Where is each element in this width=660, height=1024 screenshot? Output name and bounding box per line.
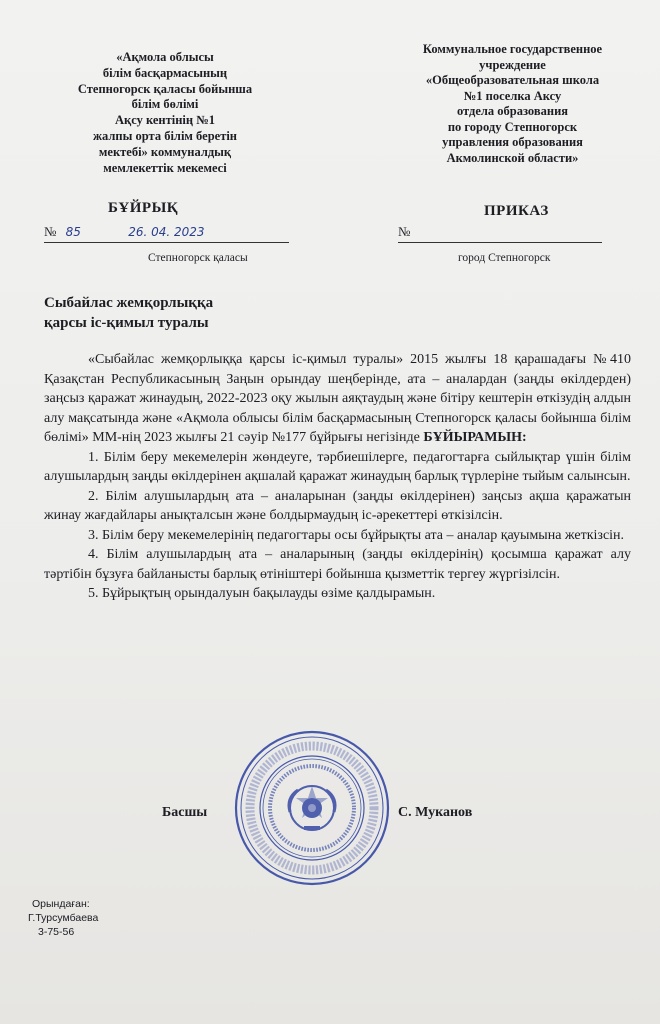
order-number-line-ru bbox=[398, 224, 602, 243]
header-right-line: «Общеобразовательная школа bbox=[425, 73, 600, 87]
header-left-org bbox=[40, 50, 290, 176]
header-right-line: по городу Степногорск bbox=[447, 119, 578, 134]
order-title-ru: ПРИКАЗ bbox=[484, 203, 549, 219]
header-left-line: «Ақмола облысы bbox=[116, 50, 214, 64]
subject-line: қарсы іс-қимыл туралы bbox=[44, 315, 209, 331]
executor-phone: 3-75-56 bbox=[38, 926, 75, 938]
header-right-line: управления образования bbox=[442, 135, 583, 149]
header-left-line: білім басқармасының bbox=[102, 65, 228, 80]
header-right-line: №1 поселка Аксу bbox=[463, 88, 562, 103]
preamble-text: «Сыбайлас жемқорлыққа қарсы іс-қимыл туралы» 2015 жылғы 18 қарашадағы №410 Қазақстан Республикасының Заңын орындау шеңберінде, ата – аналардан (заңды өкілдерден) заңсыз қаражат жинаудың, 2022-2023 оқу жылын аяқтаудың және бітіру кештерін өткізудің алдын алу мақсатында және «Ақмола облысы білім басқармасының Степногорск қаласы бойынша білім бөлімі» ММ-нің 2023 жылғы 21 сәуір №177 бұйрығы негізінде bbox=[44, 352, 631, 445]
order-number-line bbox=[44, 224, 289, 243]
executor-name: Г.Турсумбаева bbox=[28, 912, 99, 924]
header-right-line: отдела образования bbox=[456, 104, 569, 118]
order-item: 3. Білім беру мекемелерінің педагогтары осы бұйрықты ата – аналар қауымына жеткізсін. bbox=[88, 527, 625, 543]
header-left-line: Степногорск қаласы бойынша bbox=[77, 81, 253, 96]
header-left-line: мектебі» коммуналдық bbox=[98, 144, 232, 159]
header-right-line: Коммунальное государственное bbox=[422, 42, 603, 56]
preamble bbox=[44, 350, 631, 448]
order-subject bbox=[44, 293, 213, 333]
header-right-org bbox=[395, 42, 630, 166]
header-left-line: білім бөлімі bbox=[131, 97, 199, 112]
executor-label: Орындаған: bbox=[32, 898, 90, 910]
number-sign-ru: № bbox=[398, 224, 411, 239]
header-right-line: Акмолинской области» bbox=[446, 150, 579, 165]
city-ru: город Степногорск bbox=[458, 252, 551, 264]
header-left-line: мемлекеттік мекемесі bbox=[103, 160, 227, 175]
order-item: 1. Білім беру мекемелерін жөндеуге, тәрбиешілерге, педагогтарға сыйлықтар үшін білім алушылардың заңды өкілдерінен ақшалай қаражат жинаудың барлық түрлеріне тыйым салынсын. bbox=[44, 449, 631, 484]
signature-title: Басшы bbox=[162, 805, 208, 820]
executor-info bbox=[28, 897, 98, 939]
header-left-line: Ақсу кентінің №1 bbox=[114, 113, 216, 128]
order-number: 85 bbox=[65, 225, 81, 239]
order-item: 2. Білім алушылардың ата – аналарынан (заңды өкілдерінен) заңсыз ақша қаражатын жинау жағдайлары анықталсын және болдырмаудың іс-әрекеттері өткізілсін. bbox=[44, 488, 631, 523]
order-date: 26. 04. 2023 bbox=[128, 225, 205, 239]
official-stamp bbox=[232, 728, 392, 888]
header-left-line: жалпы орта білім беретін bbox=[92, 128, 238, 143]
header-right-line: учреждение bbox=[479, 57, 546, 72]
order-item: 5. Бұйрықтың орындалуын бақылауды өзіме қалдырамын. bbox=[88, 586, 436, 601]
order-item: 4. Білім алушылардың ата – аналарының (заңды өкілдерінің) қосымша қаражат алу тәртібін бұзуға байланысты барлық өтініштері бойынша қызметтік тергеу жүргізілсін. bbox=[44, 547, 631, 582]
order-title-kz: БҰЙРЫҚ bbox=[108, 200, 179, 216]
order-body bbox=[44, 350, 631, 604]
signature-name: С. Муканов bbox=[398, 805, 473, 820]
subject-line: Сыбайлас жемқорлыққа bbox=[44, 295, 214, 311]
number-sign: № bbox=[44, 224, 57, 239]
decree-word: БҰЙЫРАМЫН: bbox=[423, 430, 527, 445]
city-kz: Степногорск қаласы bbox=[148, 252, 248, 264]
